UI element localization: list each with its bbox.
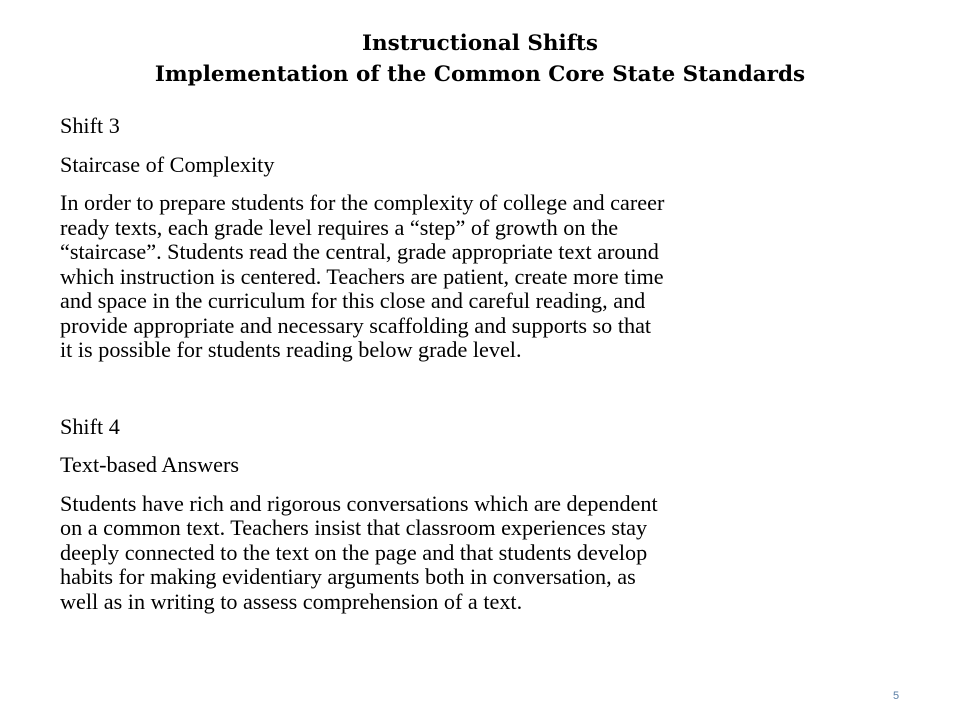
body-line: deeply connected to the text on the page and that students develop <box>60 539 648 565</box>
body-line: provide appropriate and necessary scaffolding and supports so that <box>60 312 652 338</box>
page-number: 5 <box>893 690 900 702</box>
body-line: habits for making evidentiary arguments both in conversation, as <box>60 564 636 589</box>
body-line: which instruction is centered. Teachers are patient, create more time <box>60 263 664 289</box>
slide-title <box>0 28 960 90</box>
shift-section-4 <box>60 415 930 615</box>
body-line: on a common text. Teachers insist that classroom experiences stay <box>60 515 648 540</box>
body-line: In order to prepare students for the complexity of college and career <box>60 190 665 215</box>
shift-section-3 <box>60 114 930 363</box>
section-spacer <box>60 363 930 415</box>
shift-description <box>60 492 930 615</box>
shift-description <box>60 191 930 363</box>
title-line-2: Implementation of the Common Core State Standards <box>154 62 806 87</box>
slide-content <box>60 114 930 614</box>
shift-number: Shift 4 <box>60 413 120 439</box>
body-line: Students have rich and rigorous conversations which are dependent <box>60 490 658 516</box>
body-line: and space in the curriculum for this close and careful reading, and <box>60 288 646 313</box>
shift-number: Shift 3 <box>60 113 120 138</box>
body-line: it is possible for students reading below grade level. <box>60 337 522 362</box>
shift-name: Staircase of Complexity <box>60 151 275 177</box>
body-line: well as in writing to assess comprehension of a text. <box>60 588 523 614</box>
body-line: ready texts, each grade level requires a “step” of growth on the <box>60 214 619 240</box>
body-line: “staircase”. Students read the central, grade appropriate text around <box>60 239 659 264</box>
title-line-1: Instructional Shifts <box>361 31 599 56</box>
shift-name: Text-based Answers <box>60 452 239 477</box>
